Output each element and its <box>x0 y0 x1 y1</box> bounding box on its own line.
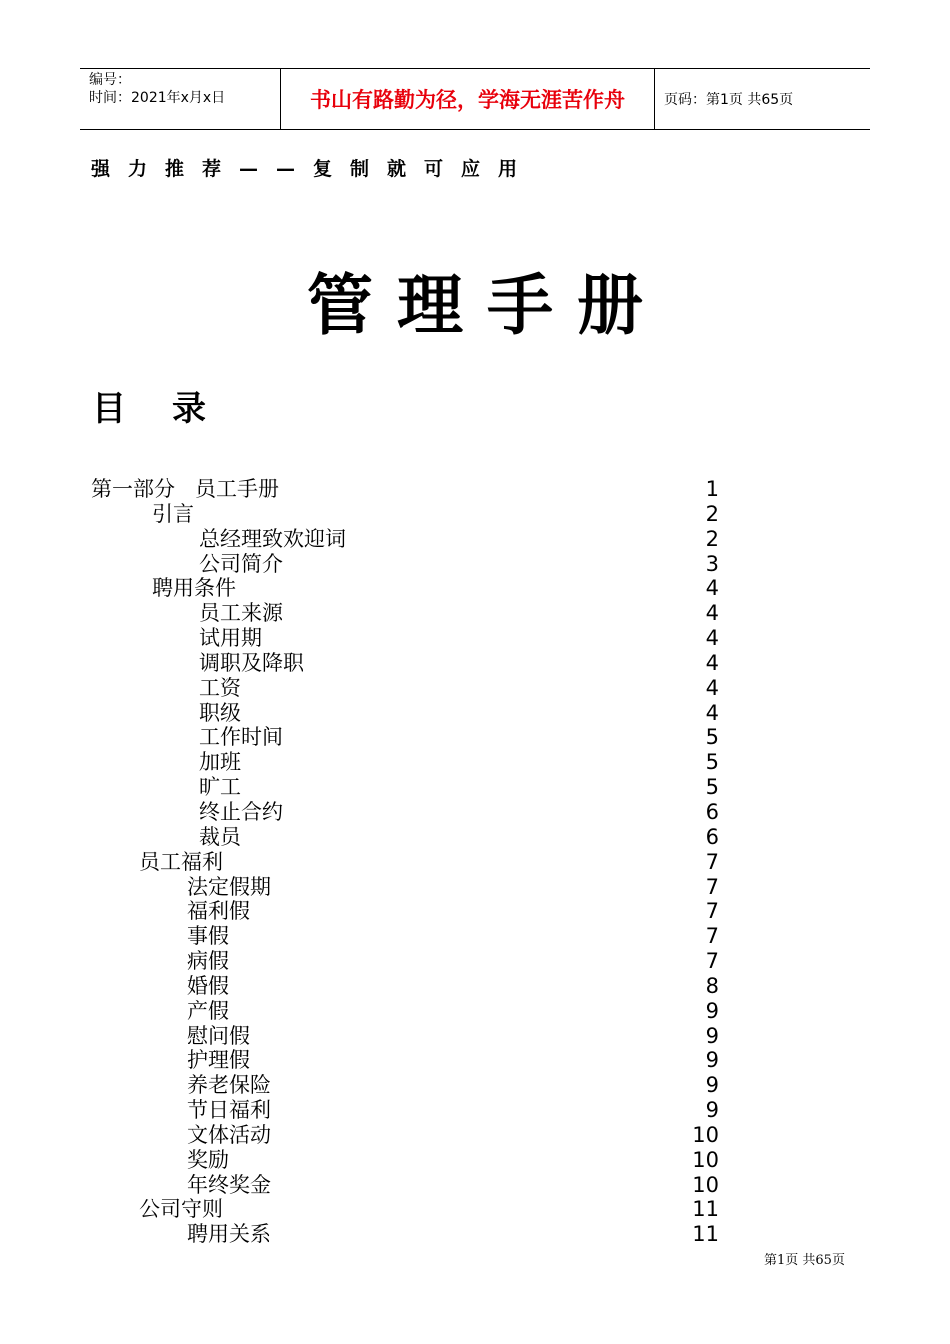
toc-entry-page: 7 <box>705 924 719 949</box>
toc-entry <box>0 999 950 1024</box>
toc-entry-page: 9 <box>705 1023 719 1048</box>
toc-entry-title: 员工福利 <box>139 849 223 874</box>
toc-entry <box>0 875 950 900</box>
toc-entry-page: 2 <box>705 526 719 551</box>
document-title: 管理手册 <box>307 267 667 344</box>
toc-entry-page: 4 <box>705 675 719 700</box>
toc-entry-page: 7 <box>705 949 719 974</box>
toc-entry-page: 10 <box>692 1172 719 1197</box>
toc-entry-page: 7 <box>705 849 719 874</box>
toc-entry-title: 工作时间 <box>199 725 283 750</box>
toc-entry <box>0 1048 950 1073</box>
toc-entry <box>0 1148 950 1173</box>
toc-entry-title: 职级 <box>199 700 241 725</box>
toc-entry-title: 婚假 <box>187 973 229 998</box>
toc-entry-title: 加班 <box>199 750 241 775</box>
toc-entry <box>0 552 950 577</box>
toc-entry-page: 2 <box>705 501 719 526</box>
toc-entry-page: 1 <box>705 477 719 501</box>
toc-entry-title: 慰问假 <box>187 1023 250 1048</box>
toc-entry <box>0 1024 950 1049</box>
toc-entry <box>0 576 950 601</box>
toc-entry-title: 公司简介 <box>199 551 283 576</box>
toc-entry-page: 7 <box>705 899 719 924</box>
page-info: 页码：第1页 共65页 <box>664 92 794 108</box>
toc-entry <box>0 1222 950 1247</box>
toc-entry <box>0 974 950 999</box>
toc-entry <box>0 750 950 775</box>
toc-entry-title: 病假 <box>187 949 229 974</box>
toc-entry-title: 节日福利 <box>187 1098 271 1123</box>
toc-entry-title: 产假 <box>187 998 229 1023</box>
toc-entry-title: 年终奖金 <box>187 1172 271 1197</box>
toc-entry-page: 4 <box>705 700 719 725</box>
toc-entry-page: 9 <box>705 1073 719 1098</box>
toc-entry <box>0 949 950 974</box>
toc-entry <box>0 1123 950 1148</box>
toc-entry <box>0 1197 950 1222</box>
toc-entry-title: 奖励 <box>187 1147 229 1172</box>
motto-text: 书山有路勤为径，学海无涯苦作舟 <box>310 87 625 112</box>
toc-entry <box>0 775 950 800</box>
toc-entry <box>0 651 950 676</box>
toc-entry-page: 5 <box>705 775 719 800</box>
toc-entry-title: 引言 <box>152 501 194 526</box>
header-info-cell <box>80 69 281 129</box>
table-of-contents <box>0 477 950 1247</box>
toc-entry-title: 总经理致欢迎词 <box>199 526 346 551</box>
toc-entry <box>0 1073 950 1098</box>
toc-entry <box>0 725 950 750</box>
toc-entry <box>0 626 950 651</box>
toc-entry <box>0 1098 950 1123</box>
toc-entry-page: 4 <box>705 626 719 651</box>
toc-entry-page: 11 <box>692 1197 719 1222</box>
header-page-cell <box>655 69 870 129</box>
toc-entry-page: 4 <box>705 601 719 626</box>
toc-entry-page: 9 <box>705 1048 719 1073</box>
toc-entry-page: 11 <box>692 1222 719 1247</box>
toc-entry-page: 6 <box>705 824 719 849</box>
recommend-banner: 强力推荐——复制就可应用 <box>91 158 536 180</box>
time-label: 时间：2021年x月x日 <box>89 90 226 106</box>
toc-entry-title: 第一部分 员工手册 <box>91 477 280 501</box>
toc-entry <box>0 1173 950 1198</box>
page-header <box>80 68 870 130</box>
toc-entry-title: 调职及降职 <box>199 650 304 675</box>
toc-entry-title: 聘用关系 <box>187 1222 271 1247</box>
toc-entry-title: 裁员 <box>199 824 241 849</box>
toc-entry <box>0 800 950 825</box>
toc-entry-title: 护理假 <box>187 1048 250 1073</box>
toc-entry-title: 终止合约 <box>199 799 283 824</box>
toc-entry-page: 7 <box>705 874 719 899</box>
toc-entry-page: 5 <box>705 750 719 775</box>
toc-entry-page: 9 <box>705 998 719 1023</box>
toc-entry-page: 5 <box>705 725 719 750</box>
toc-entry-title: 工资 <box>199 675 241 700</box>
toc-entry-title: 聘用条件 <box>152 576 236 601</box>
toc-entry-title: 公司守则 <box>139 1197 223 1222</box>
toc-entry-page: 3 <box>705 551 719 576</box>
toc-entry-title: 员工来源 <box>199 601 283 626</box>
toc-heading: 目录 <box>92 389 252 429</box>
toc-entry <box>0 477 950 502</box>
toc-entry-page: 8 <box>705 973 719 998</box>
toc-entry <box>0 899 950 924</box>
toc-entry-title: 事假 <box>187 924 229 949</box>
toc-entry <box>0 601 950 626</box>
toc-entry <box>0 527 950 552</box>
header-motto-cell <box>281 69 655 129</box>
toc-entry-page: 9 <box>705 1098 719 1123</box>
toc-entry <box>0 701 950 726</box>
toc-entry <box>0 825 950 850</box>
toc-entry-title: 福利假 <box>187 899 250 924</box>
toc-entry-page: 4 <box>705 576 719 601</box>
toc-entry-page: 4 <box>705 650 719 675</box>
toc-entry <box>0 676 950 701</box>
toc-entry-title: 养老保险 <box>187 1073 271 1098</box>
toc-entry-title: 法定假期 <box>187 874 271 899</box>
toc-entry <box>0 850 950 875</box>
toc-entry-page: 10 <box>692 1122 719 1147</box>
toc-entry-title: 文体活动 <box>187 1122 271 1147</box>
toc-entry-title: 试用期 <box>199 626 262 651</box>
number-label: 编号： <box>89 72 131 88</box>
toc-entry-page: 10 <box>692 1147 719 1172</box>
page-footer: 第1页 共65页 <box>764 1253 845 1268</box>
toc-entry <box>0 502 950 527</box>
toc-entry <box>0 924 950 949</box>
toc-entry-title: 旷工 <box>199 775 241 800</box>
toc-entry-page: 6 <box>705 799 719 824</box>
